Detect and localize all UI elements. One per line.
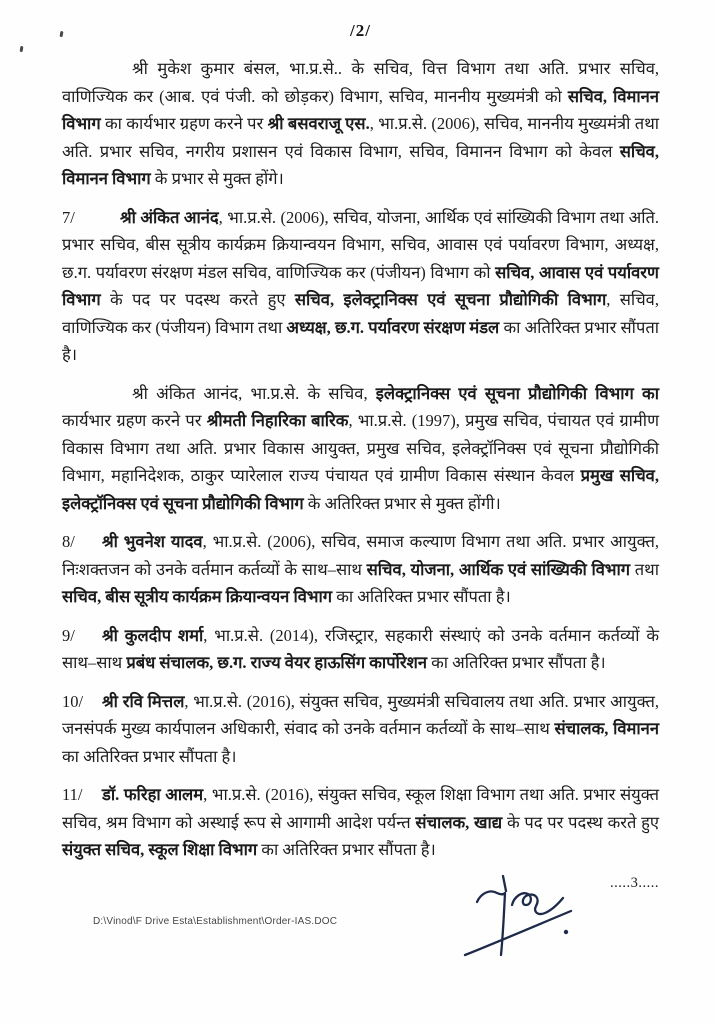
paragraph-text: श्री अंकित आनंद, भा.प्र.से. के सचिव, इलेक्ट्रानिक्स एवं सूचना प्रौद्योगिकी विभाग का कार्यभार ग्रहण करने पर श्रीमती निहारिका बारिक, भा.प्र.से. (1997), प्रमुख सचिव, पंचायत एवं ग्रामीण विकास विभाग तथा अति. प्रभार विकास आयुक्त, प्रमुख सचिव, इलेक्ट्रॉनिक्स एवं सूचना प्रौद्योगिकी विभाग, महानिदेशक, ठाकुर प्यारेलाल राज्य पंचायत एवं ग्रामीण विकास संस्थान केवल प्रमुख सचिव, इलेक्ट्रॉनिक्स एवं सूचना प्रौद्योगिकी विभाग के अतिरिक्त प्रभार से मुक्त होंगी। [62,383,659,513]
order-paragraph-11 [62,781,659,864]
paragraph-text: श्री अंकित आनंद, भा.प्र.से. (2006), सचिव, योजना, आर्थिक एवं सांख्यिकी विभाग तथा अति. प्रभार सचिव, बीस सूत्रीय कार्यक्रम क्रियान्वयन विभाग, सचिव, आवास एवं पर्यावरण विभाग, अध्यक्ष, छ.ग. पर्यावरण संरक्षण मंडल सचिव, वाणिज्यिक कर (पंजीयन) विभाग को सचिव, आवास एवं पर्यावरण विभाग के पद पर पदस्थ करते हुए सचिव, इलेक्ट्रानिक्स एवं सूचना प्रौद्योगिकी विभाग, सचिव, वाणिज्यिक कर (पंजीयन) विभाग तथा अध्यक्ष, छ.ग. पर्यावरण संरक्षण मंडल का अतिरिक्त प्रभार सौंपता है। [62,207,659,364]
paragraph-text: श्री रवि मित्तल, भा.प्र.से. (2016), संयुक्त सचिव, मुख्यमंत्री सचिवालय तथा अति. प्रभार आयुक्त, जनसंपर्क मुख्य कार्यपालन अधिकारी, संवाद को उनके वर्तमान कर्तव्यों के साथ–साथ संचालक, विमानन का अतिरिक्त प्रभार सौंपता है। [62,691,659,766]
paragraph-number: 9/ [62,625,75,645]
handwritten-signature [450,858,585,968]
scan-artifact [20,46,23,52]
paragraph-number: 10/ [62,691,84,711]
document-body [62,21,659,892]
order-paragraph-7-continuation [62,380,659,518]
order-paragraph-intro [62,55,659,193]
continuation-marker: .....3..... [610,874,659,891]
order-paragraph-10 [62,688,659,771]
page-number: /2/ [350,21,371,40]
order-paragraph-7 [62,204,659,369]
paragraph-text: श्री कुलदीप शर्मा, भा.प्र.से. (2014), रजिस्ट्रार, सहकारी संस्थाएं को उनके वर्तमान कर्तव्यों के साथ–साथ प्रबंध संचालक, छ.ग. राज्य वेयर हाऊसिंग कार्पोरेशन का अतिरिक्त प्रभार सौंपता है। [62,625,659,672]
paragraph-text: श्री मुकेश कुमार बंसल, भा.प्र.से.. के सचिव, वित्त विभाग तथा अति. प्रभार सचिव, वाणिज्यिक कर (आब. एवं पंजी. को छोड़कर) विभाग, सचिव, माननीय मुख्यमंत्री को सचिव, विमानन विभाग का कार्यभार ग्रहण करने पर श्री बसवराजू एस., भा.प्र.से. (2006), सचिव, माननीय मुख्यमंत्री तथा अति. प्रभार सचिव, नगरीय प्रशासन एवं विकास विभाग, सचिव, विमानन विभाग को केवल सचिव, विमानन विभाग के प्रभार से मुक्त होंगे। [62,59,660,188]
paragraph-number: 7/ [62,207,75,227]
paragraph-text: श्री भुवनेश यादव, भा.प्र.से. (2006), सचिव, समाज कल्याण विभाग तथा अति. प्रभार आयुक्त, निःशक्तजन को उनके वर्तमान कर्तव्यों के साथ–साथ सचिव, योजना, आर्थिक एवं सांख्यिकी विभाग तथा सचिव, बीस सूत्रीय कार्यक्रम क्रियान्वयन विभाग का अतिरिक्त प्रभार सौंपता है। [62,532,659,606]
paragraph-number: 8/ [62,532,75,551]
paragraph-text: डॉ. फरिहा आलम, भा.प्र.से. (2016), संयुक्त सचिव, स्कूल शिक्षा विभाग तथा अति. प्रभार संयुक्त सचिव, श्रम विभाग को अस्थाई रूप से आगामी आदेश पर्यन्त संचालक, खाद्य के पद पर पदस्थ करते हुए संयुक्त सचिव, स्कूल शिक्षा विभाग का अतिरिक्त प्रभार सौंपता है। [62,785,660,859]
order-paragraph-9 [62,622,659,677]
paragraph-number: 11/ [62,785,83,804]
order-paragraph-8 [62,528,659,611]
footer-file-path: D:\Vinod\F Drive Esta\Establishment\Order-IAS.DOC [93,916,338,927]
